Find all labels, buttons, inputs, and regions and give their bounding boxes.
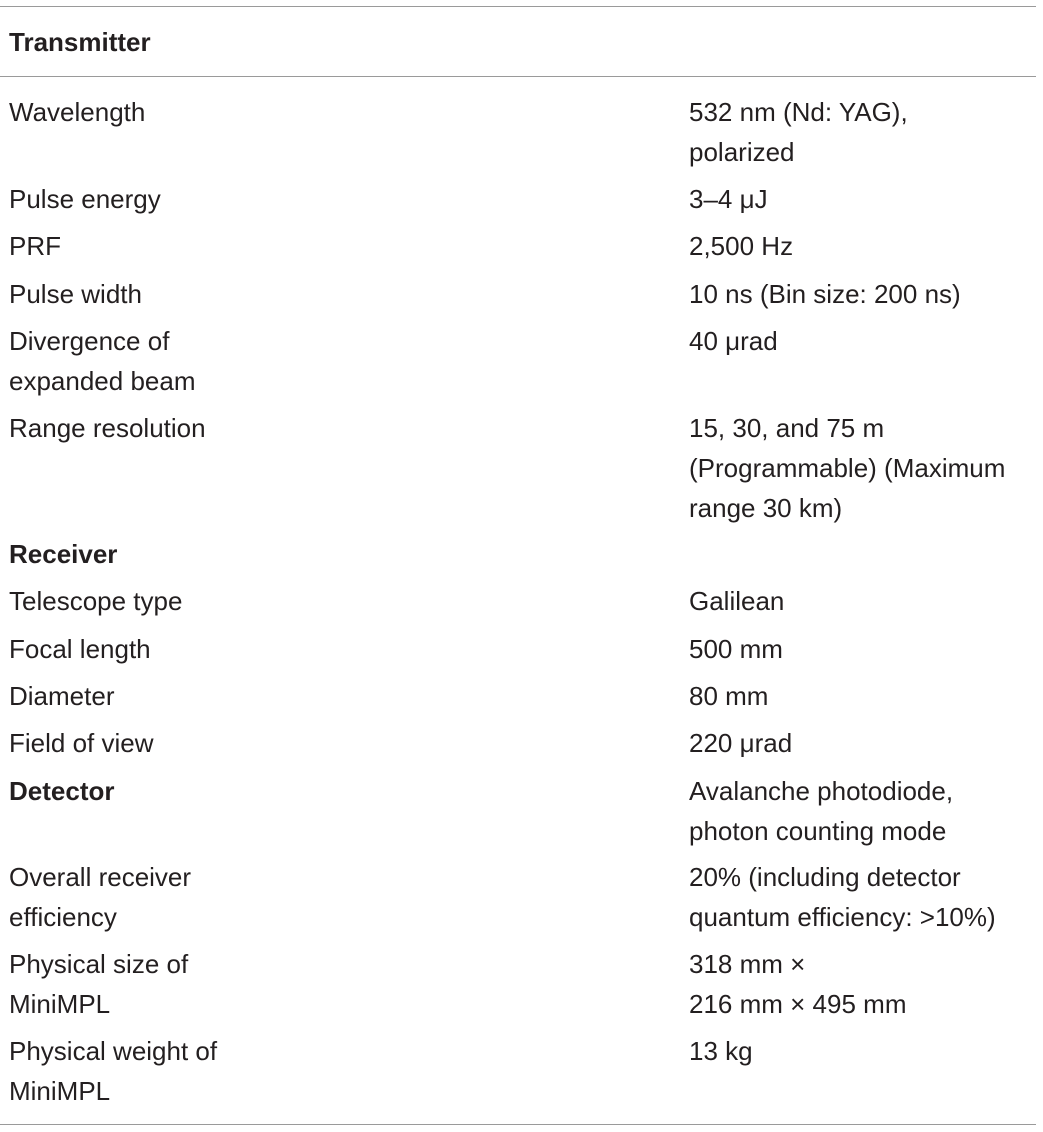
row-label-detector: Detector — [9, 776, 115, 806]
table-bottom-rule — [0, 1124, 1036, 1125]
section-heading-receiver: Receiver — [9, 539, 118, 569]
section-heading-transmitter: Transmitter — [9, 27, 151, 57]
row-value: 80 mm — [689, 681, 769, 711]
row-value: 10 ns (Bin size: 200 ns) — [689, 279, 961, 309]
row-label: Divergence of expanded beam — [9, 326, 196, 396]
row-value: 318 mm × 216 mm × 495 mm — [689, 949, 907, 1019]
row-label: Overall receiver efficiency — [9, 862, 192, 932]
row-value: Avalanche photodiode, photon counting mode — [689, 776, 954, 846]
row-label: Wavelength — [9, 97, 146, 127]
row-label: Focal length — [9, 634, 151, 664]
row-value: 2,500 Hz — [689, 231, 794, 261]
row-value: 220 μrad — [689, 728, 793, 758]
table-header-rule — [0, 76, 1036, 77]
row-value: 13 kg — [689, 1036, 753, 1066]
row-label: Pulse energy — [9, 184, 161, 214]
row-value: 40 μrad — [689, 326, 778, 356]
row-value: 20% (including detector quantum efficiency: >10%) — [689, 862, 996, 932]
row-value: Galilean — [689, 586, 785, 616]
row-label: Diameter — [9, 681, 115, 711]
row-label: Physical weight of MiniMPL — [9, 1036, 218, 1106]
row-label: Pulse width — [9, 279, 142, 309]
row-value: 15, 30, and 75 m (Programmable) (Maximum range 30 km) — [689, 413, 1006, 523]
row-value: 500 mm — [689, 634, 783, 664]
row-label: PRF — [9, 231, 61, 261]
row-label: Physical size of MiniMPL — [9, 949, 189, 1019]
row-label: Field of view — [9, 728, 154, 758]
row-label: Range resolution — [9, 413, 206, 443]
row-value: 532 nm (Nd: YAG), polarized — [689, 97, 908, 167]
row-label: Telescope type — [9, 586, 183, 616]
row-value: 3–4 μJ — [689, 184, 768, 214]
table-top-rule — [0, 6, 1036, 7]
